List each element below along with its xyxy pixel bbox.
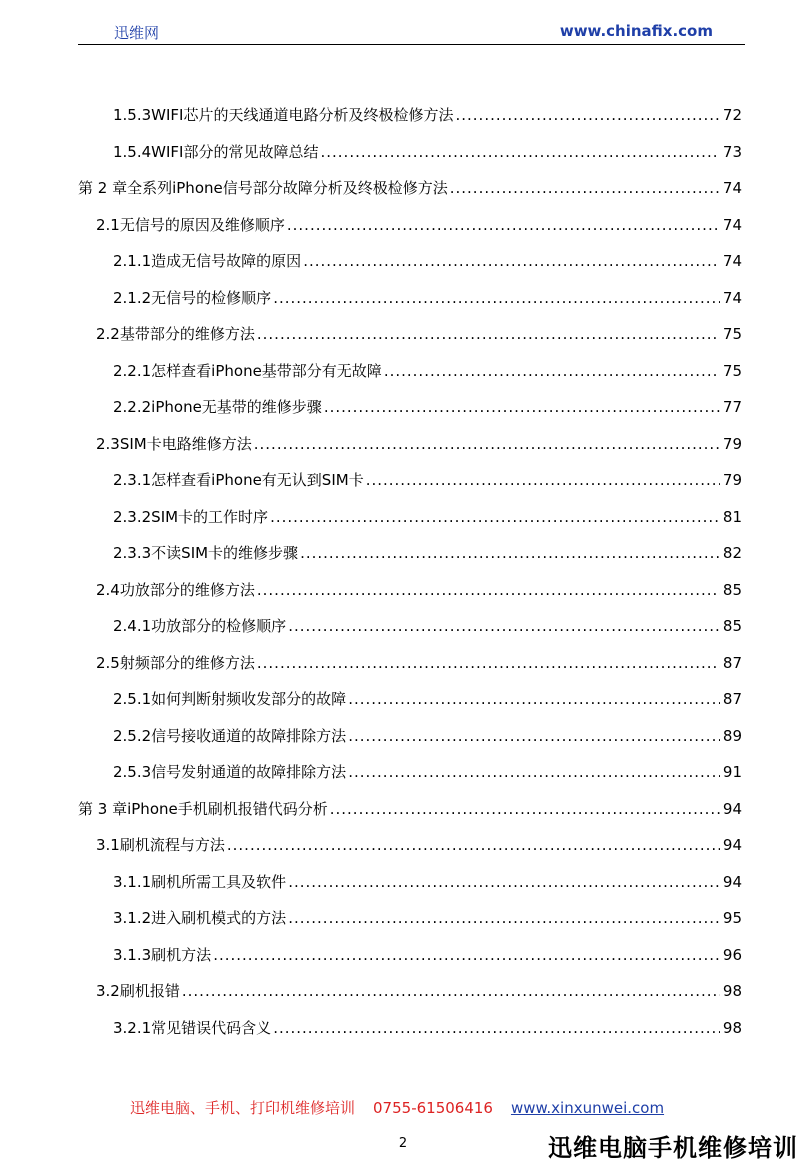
- toc-entry-number: 2.1.1: [113, 252, 152, 270]
- toc-entry-title: 无信号的检修顺序: [151, 289, 272, 307]
- toc-entry-number: 2.1: [96, 216, 120, 234]
- toc-leader-dots: [455, 105, 720, 125]
- toc-entry[interactable]: [96, 215, 742, 235]
- toc-entry-number: 1.5.4: [113, 143, 152, 161]
- toc-entry[interactable]: [96, 653, 742, 673]
- toc-leader-dots: [254, 434, 720, 454]
- toc-entry-page: 74: [722, 289, 742, 307]
- toc-entry-title: 刷机所需工具及软件: [151, 873, 287, 891]
- toc-entry-page: 94: [722, 800, 742, 818]
- toc-entry-number: 2.1.2: [113, 289, 152, 307]
- toc-entry-page: 74: [722, 216, 742, 234]
- toc-entry-title: 功放部分的检修顺序: [151, 617, 287, 635]
- toc-entry-number: 第 3 章: [78, 800, 128, 818]
- toc-entry-title: 刷机方法: [151, 946, 212, 964]
- toc-entry[interactable]: [78, 799, 742, 819]
- toc-leader-dots: [287, 215, 720, 235]
- toc-entry-title: 信号接收通道的故障排除方法: [151, 727, 347, 745]
- toc-entry[interactable]: [113, 872, 742, 892]
- toc-leader-dots: [348, 762, 720, 782]
- page-header: [78, 18, 745, 45]
- toc-leader-dots: [348, 689, 720, 709]
- toc-leader-dots: [288, 616, 720, 636]
- toc-entry-page: 98: [722, 982, 742, 1000]
- footer-phone: 0755-61506416: [373, 1099, 493, 1117]
- toc-entry-page: 87: [722, 690, 742, 708]
- toc-entry-page: 77: [722, 398, 742, 416]
- toc-entry[interactable]: [96, 981, 742, 1001]
- toc-entry-title: 怎样查看iPhone基带部分有无故障: [151, 362, 382, 380]
- toc-entry[interactable]: [113, 361, 742, 381]
- toc-entry-number: 2.5.2: [113, 727, 152, 745]
- toc-entry-title: 造成无信号故障的原因: [151, 252, 302, 270]
- toc-entry[interactable]: [113, 726, 742, 746]
- toc-entry-title: 基带部分的维修方法: [119, 325, 255, 343]
- page-footer: [130, 1097, 664, 1118]
- toc-entry-number: 2.5.1: [113, 690, 152, 708]
- header-site-url[interactable]: www.chinafix.com: [559, 22, 713, 40]
- toc-entry-number: 2.3.1: [113, 471, 152, 489]
- toc-entry-page: 94: [722, 836, 742, 854]
- toc-leader-dots: [450, 178, 720, 198]
- toc-entry-page: 74: [722, 179, 742, 197]
- toc-leader-dots: [213, 945, 720, 965]
- toc-entry[interactable]: [113, 908, 742, 928]
- toc-entry-title: 功放部分的维修方法: [119, 581, 255, 599]
- toc-entry-page: 85: [722, 581, 742, 599]
- toc-entry[interactable]: [113, 762, 742, 782]
- toc-entry-page: 74: [722, 252, 742, 270]
- toc-leader-dots: [257, 653, 720, 673]
- toc-entry[interactable]: [113, 397, 742, 417]
- toc-entry-title: 进入刷机模式的方法: [151, 909, 287, 927]
- toc-entry-number: 2.4.1: [113, 617, 152, 635]
- toc-entry-number: 2.5: [96, 654, 120, 672]
- toc-entry-page: 98: [722, 1019, 742, 1037]
- toc-entry[interactable]: [113, 543, 742, 563]
- toc-leader-dots: [273, 288, 720, 308]
- toc-leader-dots: [330, 799, 720, 819]
- toc-entry-title: 常见错误代码含义: [151, 1019, 272, 1037]
- toc-entry-page: 91: [722, 763, 742, 781]
- toc-entry[interactable]: [113, 616, 742, 636]
- toc-entry-page: 82: [722, 544, 742, 562]
- toc-entry[interactable]: [113, 105, 742, 125]
- toc-entry[interactable]: [96, 434, 742, 454]
- toc-entry[interactable]: [96, 324, 742, 344]
- toc-leader-dots: [300, 543, 720, 563]
- toc-entry-number: 3.1.2: [113, 909, 152, 927]
- toc-leader-dots: [257, 580, 720, 600]
- toc-entry-title: 怎样查看iPhone有无认到SIM卡: [151, 471, 364, 489]
- toc-entry-page: 75: [722, 362, 742, 380]
- toc-entry-page: 73: [722, 143, 742, 161]
- toc-entry-number: 第 2 章: [78, 179, 128, 197]
- toc-entry-number: 2.3.3: [113, 544, 152, 562]
- toc-entry-title: SIM卡的工作时序: [151, 508, 269, 526]
- toc-leader-dots: [320, 142, 720, 162]
- toc-entry-title: WIFI芯片的天线通道电路分析及终极检修方法: [151, 106, 454, 124]
- toc-entry-number: 3.2.1: [113, 1019, 152, 1037]
- toc-entry-number: 1.5.3: [113, 106, 152, 124]
- page-number: 2: [398, 1136, 408, 1151]
- toc-entry-number: 2.3.2: [113, 508, 152, 526]
- toc-entry-number: 2.2: [96, 325, 120, 343]
- toc-entry[interactable]: [96, 580, 742, 600]
- toc-entry-page: 81: [722, 508, 742, 526]
- toc-entry[interactable]: [113, 945, 742, 965]
- toc-entry-title: iPhone无基带的维修步骤: [151, 398, 322, 416]
- toc-leader-dots: [288, 872, 720, 892]
- toc-entry[interactable]: [113, 689, 742, 709]
- toc-entry-page: 94: [722, 873, 742, 891]
- toc-entry-title: WIFI部分的常见故障总结: [151, 143, 319, 161]
- toc-entry-page: 95: [722, 909, 742, 927]
- toc-leader-dots: [384, 361, 720, 381]
- toc-entry-title: iPhone手机刷机报错代码分析: [127, 800, 328, 818]
- toc-entry-title: 信号发射通道的故障排除方法: [151, 763, 347, 781]
- toc-entry-title: 全系列iPhone信号部分故障分析及终极检修方法: [127, 179, 448, 197]
- toc-entry[interactable]: [113, 507, 742, 527]
- toc-leader-dots: [273, 1018, 720, 1038]
- toc-leader-dots: [348, 726, 720, 746]
- header-site-name: 迅维网: [114, 24, 160, 42]
- toc-entry-number: 3.2: [96, 982, 120, 1000]
- toc-entry-title: 如何判断射频收发部分的故障: [151, 690, 347, 708]
- toc-leader-dots: [303, 251, 720, 271]
- toc-entry-page: 75: [722, 325, 742, 343]
- toc-leader-dots: [257, 324, 720, 344]
- toc-entry-title: 刷机流程与方法: [119, 836, 225, 854]
- toc-entry[interactable]: [113, 288, 742, 308]
- footer-url-link[interactable]: www.xinxunwei.com: [510, 1099, 665, 1117]
- toc-entry-page: 72: [722, 106, 742, 124]
- toc-entry-number: 3.1.1: [113, 873, 152, 891]
- toc-leader-dots: [182, 981, 720, 1001]
- toc-leader-dots: [270, 507, 720, 527]
- footer-text: 迅维电脑、手机、打印机维修培训: [130, 1099, 356, 1117]
- toc-entry[interactable]: [78, 178, 742, 198]
- toc-leader-dots: [324, 397, 720, 417]
- toc-entry[interactable]: [113, 470, 742, 490]
- toc-entry-title: 无信号的原因及维修顺序: [119, 216, 285, 234]
- toc-entry-page: 79: [722, 471, 742, 489]
- toc-entry-title: 射频部分的维修方法: [119, 654, 255, 672]
- toc-entry-page: 87: [722, 654, 742, 672]
- toc-entry-number: 2.2.2: [113, 398, 152, 416]
- toc-entry-number: 3.1.3: [113, 946, 152, 964]
- toc-entry[interactable]: [113, 251, 742, 271]
- toc-leader-dots: [288, 908, 720, 928]
- toc-entry-page: 89: [722, 727, 742, 745]
- watermark-text: 迅维电脑手机维修培训: [548, 1134, 798, 1162]
- toc-entry-number: 3.1: [96, 836, 120, 854]
- toc-entry-page: 85: [722, 617, 742, 635]
- toc-entry-number: 2.3: [96, 435, 120, 453]
- toc-entry[interactable]: [96, 835, 742, 855]
- toc-entry-number: 2.2.1: [113, 362, 152, 380]
- toc-entry-title: 不读SIM卡的维修步骤: [151, 544, 299, 562]
- toc-entry-title: SIM卡电路维修方法: [119, 435, 252, 453]
- toc-entry-number: 2.4: [96, 581, 120, 599]
- toc-entry[interactable]: [113, 142, 742, 162]
- toc-entry-title: 刷机报错: [119, 982, 180, 1000]
- toc-entry[interactable]: [113, 1018, 742, 1038]
- toc-leader-dots: [227, 835, 720, 855]
- toc-entry-page: 79: [722, 435, 742, 453]
- toc-leader-dots: [366, 470, 720, 490]
- toc-entry-number: 2.5.3: [113, 763, 152, 781]
- toc-entry-page: 96: [722, 946, 742, 964]
